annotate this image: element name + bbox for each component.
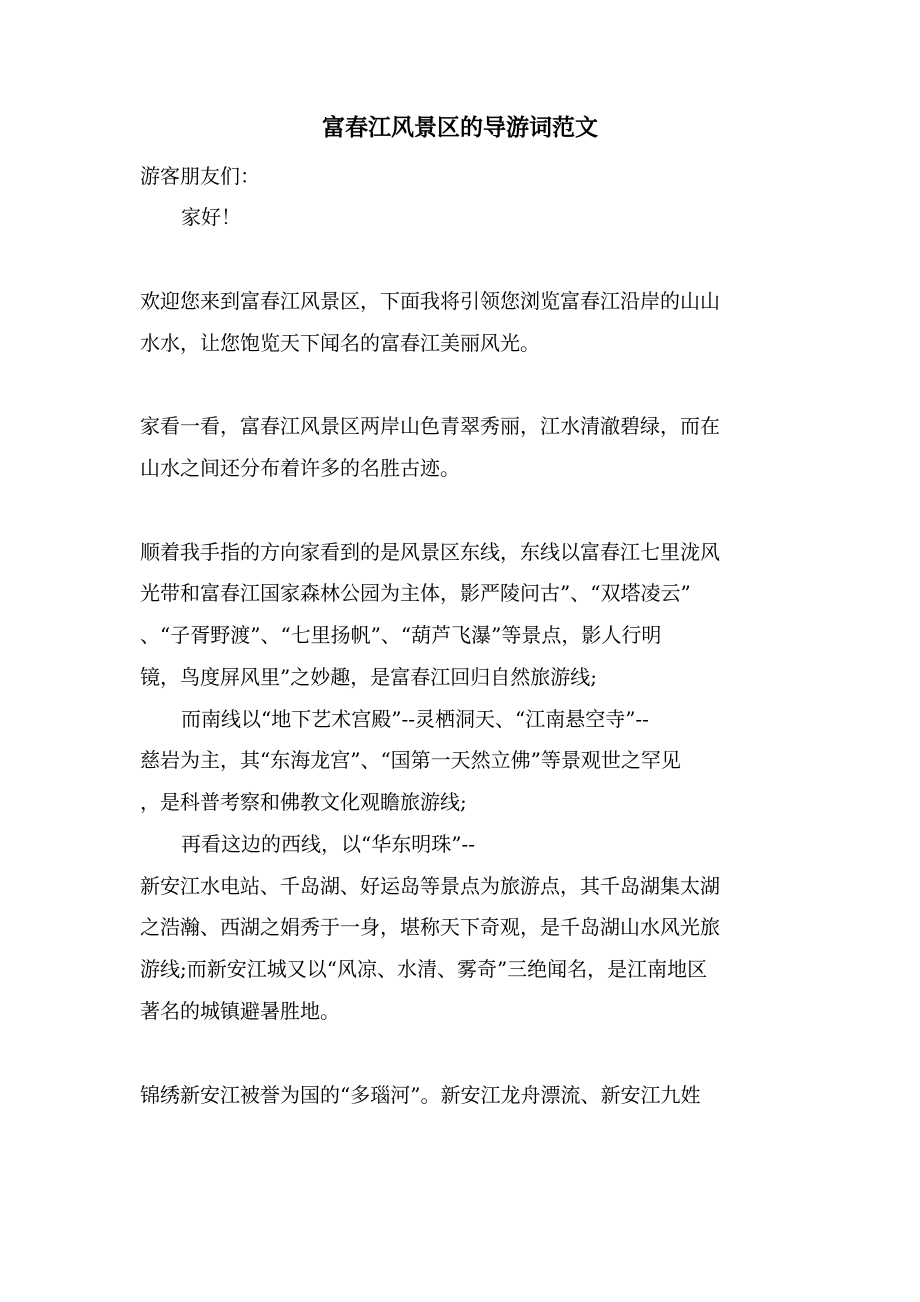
document-title: 富春江风景区的导游词范文 xyxy=(322,114,598,141)
paragraph-1-line-1: 欢迎您来到富春江风景区，下面我将引领您浏览富春江沿岸的山山 xyxy=(140,289,720,313)
paragraph-5-line-3: 之浩瀚、西湖之娟秀于一身，堪称天下奇观，是千岛湖山水风光旅 xyxy=(140,915,720,939)
paragraph-4-line-1: 而南线以“地下艺术宫殿”--灵栖洞天、“江南悬空寺”-- xyxy=(181,707,649,731)
paragraph-5-line-1: 再看这边的西线，以“华东明珠”-- xyxy=(181,832,475,856)
paragraph-4-line-3: ，是科普考察和佛教文化观瞻旅游线; xyxy=(140,790,467,814)
paragraph-3-line-1: 顺着我手指的方向家看到的是风景区东线，东线以富春江七里泷风 xyxy=(140,540,720,564)
paragraph-5-line-2: 新安江水电站、千岛湖、好运岛等景点为旅游点，其千岛湖集太湖 xyxy=(140,874,720,898)
paragraph-2-line-1: 家看一看，富春江风景区两岸山色青翠秀丽，江水清澈碧绿，而在 xyxy=(140,414,720,438)
paragraph-5-line-5: 著名的城镇避暑胜地。 xyxy=(140,999,340,1023)
paragraph-3-line-2: 光带和富春江国家森林公园为主体，影严陵问古”、“双塔凌云” xyxy=(140,581,691,605)
paragraph-4-line-2: 慈岩为主，其“东海龙宫”、“国第一天然立佛”等景观世之罕见 xyxy=(140,748,681,772)
paragraph-3-line-3: 、“子胥野渡”、“七里扬帆”、“葫芦飞瀑”等景点，影人行明 xyxy=(140,623,662,647)
paragraph-6-line-1: 锦绣新安江被誉为国的“多瑙河”。新安江龙舟漂流、新安江九姓 xyxy=(140,1083,701,1107)
salutation: 游客朋友们： xyxy=(140,164,260,188)
paragraph-5-line-4: 游线;而新安江城又以“风凉、水清、雾奇”三绝闻名，是江南地区 xyxy=(140,957,708,981)
paragraph-3-line-4: 镜，鸟度屏风里”之妙趣，是富春江回归自然旅游线; xyxy=(140,665,597,689)
paragraph-1-line-2: 水水，让您饱览天下闻名的富春江美丽风光。 xyxy=(140,331,540,355)
paragraph-2-line-2: 山水之间还分布着许多的名胜古迹。 xyxy=(140,456,460,480)
greeting: 家好！ xyxy=(181,205,241,229)
